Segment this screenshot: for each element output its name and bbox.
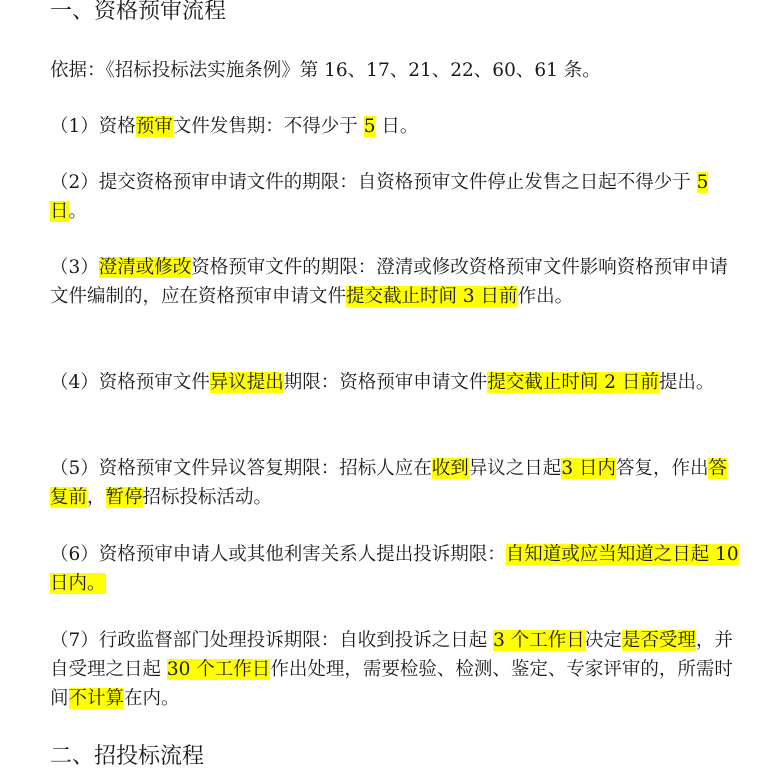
highlighted-text: 3 个工作日 <box>493 630 585 651</box>
highlighted-text: 提交截止时间 2 日前 <box>487 372 659 393</box>
text-segment: 招标投标活动。 <box>142 487 273 508</box>
text-segment: 资格预审文件的期限：澄清或修改资格预审文件影响资格预审申请文件编制的，应在资格预审申请文件 <box>50 257 728 307</box>
text-segment: 日。 <box>375 116 419 137</box>
basis-text: 依据：《招标投标法实施条例》第 16、17、21、22、60、61 条。 <box>50 60 601 81</box>
text-segment: （7）行政监督部门处理投诉期限：自收到投诉之日起 <box>50 630 494 651</box>
highlighted-text: 预审 <box>135 116 173 137</box>
text-segment: ，并自受理之日起 <box>50 630 733 680</box>
highlighted-text: 不计算 <box>68 688 125 709</box>
highlighted-text: 答复前 <box>50 458 727 508</box>
highlighted-text: 提交截止时间 3 日前 <box>346 286 518 307</box>
highlighted-text: 3 日内 <box>561 458 616 479</box>
text-segment: 作出。 <box>517 286 574 307</box>
text-segment: 答复，作出 <box>615 458 709 479</box>
highlighted-text: 澄清或修改 <box>98 257 192 278</box>
text-segment: ， <box>87 487 106 508</box>
text-segment: 文件发售期：不得少于 <box>172 116 364 137</box>
section-heading-prequalification: 一、资格预审流程 <box>50 0 227 24</box>
item-4 <box>50 368 740 397</box>
item-7 <box>50 626 740 713</box>
item-1 <box>50 112 740 141</box>
highlighted-text: 5 <box>363 116 376 137</box>
text-segment: 异议之日起 <box>468 458 562 479</box>
text-segment: 在内。 <box>124 688 180 709</box>
text-segment: 作出处理，需要检验、检测、鉴定、专家评审的，所需时间 <box>50 659 733 709</box>
highlighted-text: 30 个工作日 <box>166 659 271 680</box>
highlighted-text: 是否受理 <box>621 630 696 651</box>
highlighted-text: 5 日 <box>50 172 709 222</box>
text-segment: 提出。 <box>658 372 715 393</box>
highlighted-text: 自知道或应当知道之日起 10 日内。 <box>50 544 739 594</box>
highlighted-text: 收到 <box>431 458 469 479</box>
text-segment: 决定 <box>584 630 622 651</box>
text-segment: （4）资格预审文件 <box>50 372 210 393</box>
text-segment: （3） <box>50 257 99 278</box>
highlighted-text: 异议提出 <box>209 372 284 393</box>
text-segment: （6）资格预审申请人或其他利害关系人提出投诉期限： <box>50 544 506 565</box>
text-segment: （1）资格 <box>50 116 136 137</box>
text-segment: 期限：资格预审申请文件 <box>283 372 488 393</box>
text-segment: （2）提交资格预审申请文件的期限：自资格预审文件停止发售之日起不得少于 <box>50 172 697 193</box>
item-2 <box>50 168 740 226</box>
highlighted-text: 暂停 <box>105 487 143 508</box>
item-5 <box>50 454 740 512</box>
text-segment: （5）资格预审文件异议答复期限：招标人应在 <box>50 458 432 479</box>
text-segment: 。 <box>68 201 88 222</box>
item-6 <box>50 540 740 598</box>
section-heading-bidding: 二、招投标流程 <box>50 744 205 769</box>
item-3 <box>50 253 740 311</box>
